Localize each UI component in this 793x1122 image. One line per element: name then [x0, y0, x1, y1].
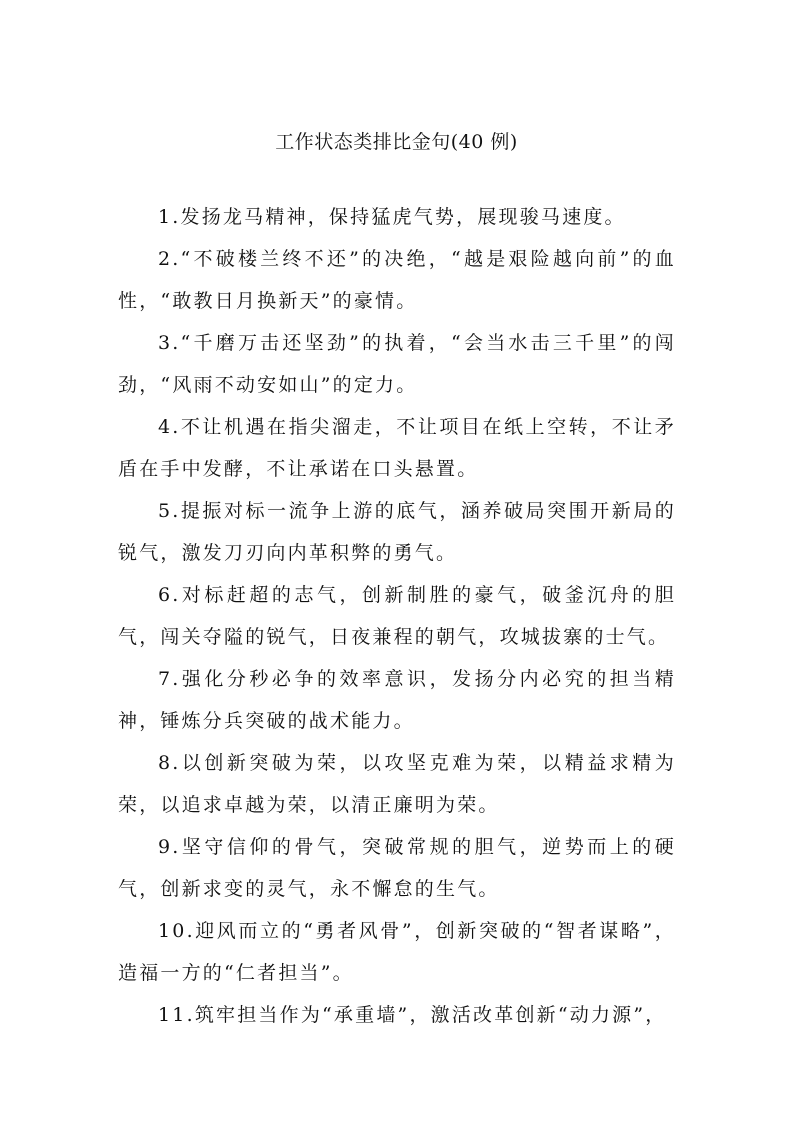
paragraph-5: 5.提振对标一流争上游的底气，涵养破局突围开新局的锐气，激发刀刃向内革积弊的勇气。 — [118, 500, 676, 564]
document-title: 工作状态类排比金句(40 例) — [275, 131, 518, 153]
paragraph-4: 4.不让机遇在指尖溜走，不让项目在纸上空转，不让矛盾在手中发酵，不让承诺在口头悬置。 — [118, 416, 676, 480]
paragraph-9: 9.坚守信仰的骨气，突破常规的胆气，逆势而上的硬气，创新求变的灵气，永不懈怠的生气。 — [118, 836, 676, 900]
document-body — [118, 196, 676, 1036]
paragraph-2: 2.“不破楼兰终不还”的决绝，“越是艰险越向前”的血性，“敢教日月换新天”的豪情。 — [118, 248, 676, 312]
paragraph-1: 1.发扬龙马精神，保持猛虎气势，展现骏马速度。 — [158, 206, 626, 228]
paragraph-10: 10.迎风而立的“勇者风骨”，创新突破的“智者谋略”，造福一方的“仁者担当”。 — [118, 920, 676, 984]
paragraph-7: 7.强化分秒必争的效率意识，发扬分内必究的担当精神，锤炼分兵突破的战术能力。 — [118, 668, 676, 732]
paragraph-11: 11.筑牢担当作为“承重墙”，激活改革创新“动力源”， — [158, 1004, 667, 1026]
paragraph-3: 3.“千磨万击还坚劲”的执着，“会当水击三千里”的闯劲，“风雨不动安如山”的定力。 — [118, 332, 676, 396]
paragraph-6: 6.对标赶超的志气，创新制胜的豪气，破釜沉舟的胆气，闯关夺隘的锐气，日夜兼程的朝气，攻城拔寨的士气。 — [118, 584, 676, 648]
paragraph-8: 8.以创新突破为荣，以攻坚克难为荣，以精益求精为荣，以追求卓越为荣，以清正廉明为荣。 — [118, 752, 676, 816]
